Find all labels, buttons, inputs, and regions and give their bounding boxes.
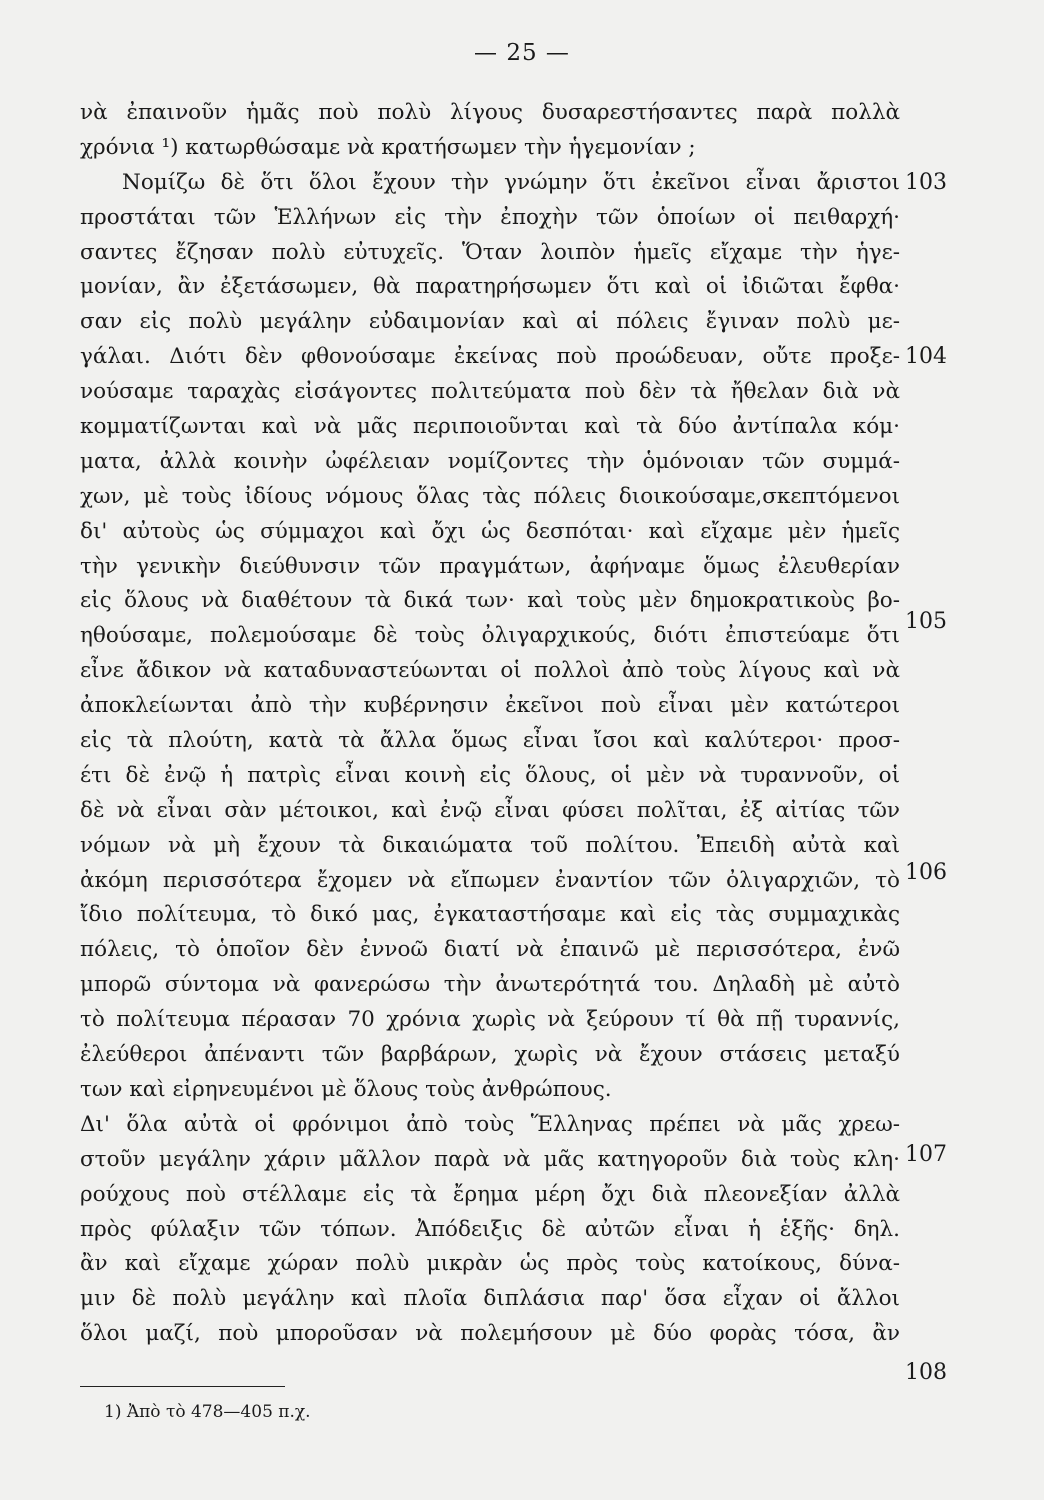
text-line: νούσαμε ταραχὰς εἰσάγοντες πολιτεύματα ποὺ δὲν τὰ ἤθελαν διὰ νὰ — [80, 379, 900, 405]
text-line: ἐλεύθεροι ἀπέναντι τῶν βαρβάρων, χωρὶς νὰ ἔχουν στάσεις μεταξύ — [80, 1042, 900, 1068]
text-line: ὅλοι μαζί, ποὺ μποροῦσαν νὰ πολεμήσουν μὲ δύο φορὰς τόσα, ἂν — [80, 1321, 900, 1347]
text-line: έτι δὲ ἐνῷ ἡ πατρὶς εἶναι κοινὴ εἰς ὅλους, οἱ μὲν νὰ τυραννοῦν, οἱ — [80, 762, 900, 788]
margin-section-number: 106 — [905, 860, 947, 885]
text-line: ματα, ἀλλὰ κοινὴν ὠφέλειαν νομίζοντες τὴν ὁμόνοιαν τῶν συμμά- — [80, 448, 900, 474]
text-line: νόμων νὰ μὴ ἔχουν τὰ δικαιώματα τοῦ πολίτου. Ἐπειδὴ αὐτὰ καὶ — [80, 832, 900, 858]
text-line: ἂν καὶ εἴχαμε χώραν πολὺ μικρὰν ὡς πρὸς τοὺς κατοίκους, δύνα- — [80, 1251, 900, 1277]
text-line: νὰ ἐπαινοῦν ἡμᾶς ποὺ πολὺ λίγους δυσαρεστήσαντες παρὰ πολλὰ — [80, 100, 900, 125]
text-line: δι' αὐτοὺς ὡς σύμμαχοι καὶ ὄχι ὡς δεσπόται· καὶ εἴχαμε μὲν ἡμεῖς — [80, 518, 900, 544]
text-line: χων, μὲ τοὺς ἰδίους νόμους ὅλας τὰς πόλεις διοικούσαμε,σκεπτόμενοι — [80, 483, 900, 509]
text-line: σαν εἰς πολὺ μεγάλην εὐδαιμονίαν καὶ αἱ πόλεις ἔγιναν πολὺ με- — [80, 309, 900, 335]
text-line: ρούχους ποὺ στέλλαμε εἰς τὰ ἔρημα μέρη ὄχι διὰ πλεονεξίαν ἀλλὰ — [80, 1181, 900, 1207]
text-line: των καὶ εἰρηνευμένοι μὲ ὅλους τοὺς ἀνθρώπους. — [80, 1076, 612, 1102]
margin-section-number: 105 — [905, 609, 947, 634]
text-line: κομματίζωνται καὶ νὰ μᾶς περιποιοῦνται καὶ τὰ δύο ἀντίπαλα κόμ· — [80, 414, 900, 440]
text-line: μονίαν, ἂν ἐξετάσωμεν, θὰ παρατηρήσωμεν ὅτι καὶ οἱ ἰδιῶται ἔφθα· — [80, 274, 900, 300]
text-line: σαντες ἔζησαν πολὺ εὐτυχεῖς. Ὅταν λοιπὸν ἡμεῖς εἴχαμε τὴν ἡγε- — [80, 239, 900, 265]
text-line: ἴδιο πολίτευμα, τὸ δικό μας, ἐγκαταστήσαμε καὶ εἰς τὰς συμμαχικὰς — [80, 902, 900, 928]
text-line: εἰς τὰ πλούτη, κατὰ τὰ ἄλλα ὅμως εἶναι ἴσοι καὶ καλύτεροι· προσ- — [80, 728, 900, 754]
text-line: μιν δὲ πολὺ μεγάλην καὶ πλοῖα διπλάσια παρ' ὅσα εἶχαν οἱ ἄλλοι — [80, 1286, 900, 1312]
text-line: ἀκόμη περισσότερα ἔχομεν νὰ εἴπωμεν ἐναντίον τῶν ὀλιγαρχιῶν, τὸ — [80, 867, 900, 893]
margin-section-number: 107 — [905, 1142, 947, 1167]
text-line: εἶνε ἄδικον νὰ καταδυναστεύωνται οἱ πολλοὶ ἀπὸ τοὺς λίγους καὶ νὰ — [80, 658, 900, 684]
text-line: προστάται τῶν Ἑλλήνων εἰς τὴν ἐποχὴν τῶν ὁποίων οἱ πειθαρχή· — [80, 204, 900, 230]
body-text — [80, 96, 900, 1352]
text-line: Δι' ὅλα αὐτὰ οἱ φρόνιμοι ἀπὸ τοὺς Ἕλληνας πρέπει νὰ μᾶς χρεω- — [80, 1111, 900, 1137]
margin-section-number: 108 — [905, 1360, 947, 1385]
page-number: — 25 — — [474, 40, 570, 66]
text-line: γάλαι. Διότι δὲν φθονούσαμε ἐκείνας ποὺ προώδευαν, οὔτε προξε- — [80, 344, 900, 370]
margin-section-number: 104 — [905, 344, 947, 369]
text-line: στοῦν μεγάλην χάριν μᾶλλον παρὰ νὰ μᾶς κατηγοροῦν διὰ τοὺς κλη· — [80, 1146, 900, 1172]
text-line: τὸ πολίτευμα πέρασαν 70 χρόνια χωρὶς νὰ ξεύρουν τί θὰ πῇ τυραννίς, — [80, 1007, 900, 1033]
text-line: μπορῶ σύντομα νὰ φανερώσω τὴν ἀνωτερότητά του. Δηλαδὴ μὲ αὐτὸ — [80, 972, 900, 998]
margin-section-number: 103 — [905, 170, 947, 195]
text-line: ηθούσαμε, πολεμούσαμε δὲ τοὺς ὀλιγαρχικούς, διότι ἐπιστεύαμε ὅτι — [80, 623, 900, 649]
text-line: Νομίζω δὲ ὅτι ὅλοι ἔχουν τὴν γνώμην ὅτι ἐκεῖνοι εἶναι ἄριστοι — [122, 169, 900, 195]
text-line: πόλεις, τὸ ὁποῖον δὲν ἐννοῶ διατί νὰ ἐπαινῶ μὲ περισσότερα, ἐνῶ — [80, 937, 900, 963]
text-line: τὴν γενικὴν διεύθυνσιν τῶν πραγμάτων, ἀφήναμε ὅμως ἐλευθερίαν — [80, 553, 900, 579]
text-line: δὲ νὰ εἶναι σὰν μέτοικοι, καὶ ἐνῷ εἶναι φύσει πολῖται, ἐξ αἰτίας τῶν — [80, 797, 900, 823]
footnote: 1) Ἀπὸ τὸ 478—405 π.χ. — [104, 1402, 311, 1422]
text-line: πρὸς φύλαξιν τῶν τόπων. Ἀπόδειξις δὲ αὐτῶν εἶναι ἡ ἑξῆς· δηλ. — [80, 1216, 900, 1242]
text-line: ἀποκλείωνται ἀπὸ τὴν κυβέρνησιν ἐκεῖνοι ποὺ εἶναι μὲν κατώτεροι — [80, 693, 900, 719]
text-line: χρόνια ¹) κατωρθώσαμε νὰ κρατήσωμεν τὴν ἡγεμονίαν ; — [80, 134, 696, 160]
text-line: εἰς ὅλους νὰ διαθέτουν τὰ δικά των· καὶ τοὺς μὲν δημοκρατικοὺς βο- — [80, 588, 900, 614]
footnote-divider — [80, 1386, 285, 1387]
